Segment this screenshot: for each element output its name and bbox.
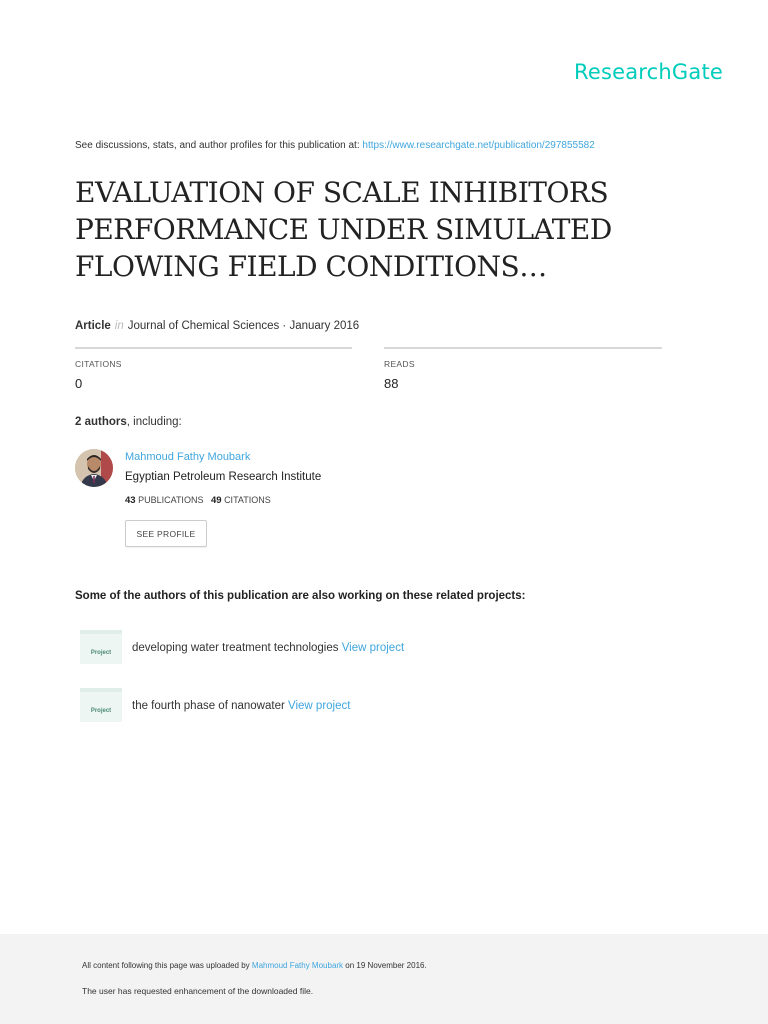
upload-notice <box>82 961 427 970</box>
related-projects-heading: Some of the authors of this publication are also working on these related projects: <box>75 590 526 602</box>
view-project-link[interactable]: View project <box>288 700 351 712</box>
article-meta <box>75 320 359 332</box>
list-item <box>132 642 404 654</box>
citations-value: 0 <box>75 376 83 391</box>
footer <box>0 934 768 1024</box>
citations-divider <box>75 347 352 349</box>
enhancement-notice: The user has requested enhancement of the downloaded file. <box>82 986 314 996</box>
project-icon-label: Project <box>90 650 112 656</box>
author-institution: Egyptian Petroleum Research Institute <box>125 471 322 483</box>
author-citations-count: 49 <box>210 495 222 506</box>
publications-count: 43 <box>125 495 136 506</box>
intro-line <box>75 140 595 151</box>
article-type: Article <box>75 320 111 332</box>
author-photo-icon <box>75 449 113 487</box>
author-stats <box>125 495 271 506</box>
intro-text: See discussions, stats, and author profiles for this publication at: <box>75 140 360 151</box>
publication-url-link[interactable]: https://www.researchgate.net/publication/297855582 <box>362 140 595 151</box>
project-title: the fourth phase of nanowater <box>132 700 285 712</box>
in-label: in <box>114 320 124 332</box>
uploader-link[interactable]: Mahmoud Fathy Moubark <box>251 961 344 970</box>
avatar[interactable] <box>75 449 113 487</box>
see-profile-button[interactable]: SEE PROFILE <box>125 520 207 547</box>
reads-label: READS <box>384 359 415 369</box>
publications-label: PUBLICATIONS <box>138 495 204 505</box>
project-icon-label: Project <box>90 708 112 714</box>
list-item <box>132 700 350 712</box>
project-folder-icon <box>80 630 122 664</box>
authors-suffix: , including: <box>126 416 182 428</box>
upload-prefix: All content following this page was uploaded by <box>82 961 250 970</box>
author-citations-label: CITATIONS <box>224 495 271 505</box>
upload-date: on 19 November 2016. <box>345 961 427 970</box>
reads-divider <box>384 347 662 349</box>
reads-value: 88 <box>384 376 399 391</box>
project-folder-icon <box>80 688 122 722</box>
authors-summary <box>75 416 182 428</box>
project-title: developing water treatment technologies <box>132 642 339 654</box>
journal-info: Journal of Chemical Sciences · January 2016 <box>127 320 360 332</box>
citations-label: CITATIONS <box>75 359 122 369</box>
author-name-link[interactable]: Mahmoud Fathy Moubark <box>125 451 251 463</box>
researchgate-logo[interactable]: ResearchGate <box>574 60 724 84</box>
view-project-link[interactable]: View project <box>341 642 405 654</box>
page-title: EVALUATION OF SCALE INHIBITORS PERFORMANCE UNDER SIMULATED FLOWING FIELD CONDITIONS… <box>75 176 612 283</box>
authors-count: 2 authors <box>75 416 127 428</box>
